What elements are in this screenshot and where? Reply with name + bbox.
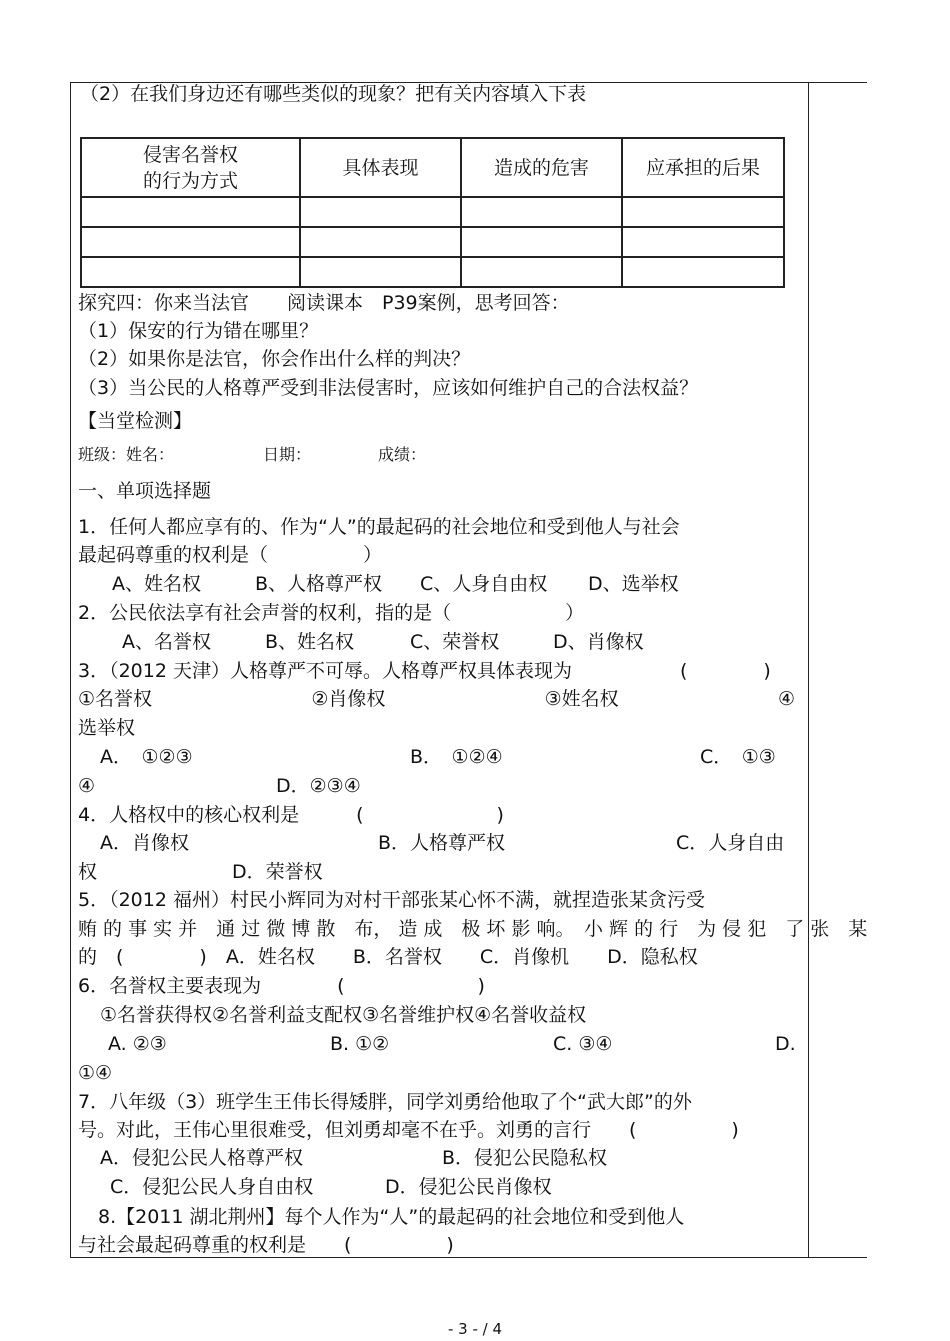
q6-option-d: D.	[775, 1033, 796, 1055]
table-cell[interactable]	[81, 227, 300, 257]
q6-option-c: C. ③④	[553, 1033, 613, 1055]
table-header-row	[81, 138, 784, 197]
q3-items-row	[78, 685, 795, 713]
q3-option-b: B． ①②④	[410, 746, 503, 768]
header-method-line2: 的行为方式	[142, 169, 238, 192]
table-cell[interactable]	[461, 227, 622, 257]
q7-option-d: D．侵犯公民肖像权	[385, 1176, 552, 1198]
q3-stem: 3．（2012 天津）人格尊严不可辱。人格尊严权具体表现为	[78, 660, 572, 682]
fill-in-table	[80, 137, 785, 288]
table-cell[interactable]	[622, 197, 784, 227]
q3-item: ②肖像权	[311, 688, 386, 710]
table-cell[interactable]	[300, 227, 461, 257]
q4-stem: 4．人格权中的核心权利是 ( )	[78, 804, 504, 826]
q2-option-d: D、肖像权	[553, 631, 644, 653]
q6-option-d-continued: ①④	[78, 1062, 113, 1084]
q1-option-d: D、选举权	[588, 573, 679, 595]
q2-option-a: A、名誉权	[122, 631, 211, 653]
q4-option-b: B．人格尊严权	[378, 832, 506, 854]
q3-option-c-continued: ④	[78, 775, 96, 797]
table-row	[81, 227, 784, 257]
q3-item: ④	[777, 688, 795, 710]
q5-stem-line3: 的 ( ) A．姓名权 B．名誉权 C．肖像机 D．隐私权	[78, 946, 698, 968]
q4-option-d: D．荣誉权	[232, 861, 323, 883]
q6-stem: 6．名誉权主要表现为 ( )	[78, 975, 485, 997]
q2-option-b: B、姓名权	[265, 631, 355, 653]
part2-prompt: （2）在我们身边还有哪些类似的现象？把有关内容填入下表	[80, 83, 587, 105]
frame-column-divider	[808, 82, 809, 1258]
part1-title: 一、单项选择题	[78, 480, 212, 502]
q5-stem-line1: 5．（2012 福州）村民小辉同为对村干部张某心怀不满，就捏造张某贪污受	[78, 889, 705, 911]
q6-items: ①名誉获得权②名誉利益支配权③名誉维护权④名誉收益权	[100, 1004, 587, 1026]
q4-option-c: C．人身自由	[676, 832, 785, 854]
q8-stem-line1: 8.【2011 湖北荆州】每个人作为“人”的最起码的社会地位和受到他人	[98, 1206, 685, 1228]
q4-option-c-continued: 权	[78, 861, 98, 883]
q7-option-a: A．侵犯公民人格尊严权	[100, 1147, 303, 1169]
q1-stem-line2: 最起码尊重的权利是（ ）	[78, 544, 383, 566]
q1-option-c: C、人身自由权	[420, 573, 548, 595]
date-label: 日期：	[263, 445, 312, 464]
table-row	[81, 197, 784, 227]
inquiry4-q3: （3）当公民的人格尊严受到非法侵害时，应该如何维护自己的合法权益？	[78, 377, 699, 399]
q2-stem: 2．公民依法享有社会声誉的权利，指的是（ ）	[78, 602, 585, 624]
table-header-cell: 造成的危害	[461, 138, 622, 197]
table-header-cell	[81, 138, 300, 197]
q4-option-a: A．肖像权	[100, 832, 189, 854]
q2-option-c: C、荣誉权	[410, 631, 500, 653]
q1-option-b: B、人格尊严权	[255, 573, 383, 595]
q7-option-c: C．侵犯公民人身自由权	[110, 1176, 314, 1198]
q7-stem-line2: 号。对此，王伟心里很难受，但刘勇却毫不在乎。刘勇的言行 ( )	[78, 1119, 739, 1141]
table-cell[interactable]	[622, 227, 784, 257]
table-cell[interactable]	[81, 257, 300, 287]
table-cell[interactable]	[622, 257, 784, 287]
q5-stem-line2: 贿 的 事 实 并 通 过 微 博 散 布， 造 成 极 坏 影 响。 小 辉 的 行 为 侵 犯 了 张 某	[78, 918, 868, 940]
q3-item-continued: 选举权	[78, 717, 136, 739]
inquiry4-title: 探究四：你来当法官 阅读课本 P39案例，思考回答：	[78, 292, 570, 314]
score-label: 成绩：	[378, 445, 427, 464]
table-header-cell: 应承担的后果	[622, 138, 784, 197]
q6-option-b: B. ①②	[330, 1033, 390, 1055]
table-cell[interactable]	[81, 197, 300, 227]
page-number: - 3 - / 4	[447, 1320, 503, 1338]
q3-option-a: A． ①②③	[100, 746, 193, 768]
inquiry4-q1: （1）保安的行为错在哪里？	[78, 320, 319, 342]
class-name-label: 班级：姓名：	[78, 445, 175, 464]
q7-stem-line1: 7．八年级（3）班学生王伟长得矮胖，同学刘勇给他取了个“武大郎”的外	[78, 1091, 692, 1113]
q1-option-a: A、姓名权	[112, 573, 201, 595]
section-title: 【当堂检测】	[78, 410, 193, 432]
table-row	[81, 257, 784, 287]
q6-option-a: A. ②③	[108, 1033, 167, 1055]
q7-option-b: B．侵犯公民隐私权	[442, 1147, 608, 1169]
table-cell[interactable]	[300, 197, 461, 227]
table-cell[interactable]	[300, 257, 461, 287]
q3-option-c: C． ①③	[700, 746, 776, 768]
table-cell[interactable]	[461, 257, 622, 287]
q3-answer-blank: ( )	[680, 660, 771, 682]
frame-left-border	[70, 82, 71, 1258]
q1-stem-line1: 1．任何人都应享有的、作为“人”的最起码的社会地位和受到他人与社会	[78, 516, 680, 538]
q8-stem-line2: 与社会最起码尊重的权利是 ( )	[78, 1234, 454, 1256]
table-header-cell: 具体表现	[300, 138, 461, 197]
q3-option-d: D．②③④	[276, 775, 361, 797]
table-cell[interactable]	[461, 197, 622, 227]
header-method-line1: 侵害名誉权	[142, 143, 238, 166]
q3-item: ③姓名权	[544, 688, 619, 710]
q3-item: ①名誉权	[78, 688, 153, 710]
inquiry4-q2: （2）如果你是法官，你会作出什么样的判决？	[78, 348, 471, 370]
